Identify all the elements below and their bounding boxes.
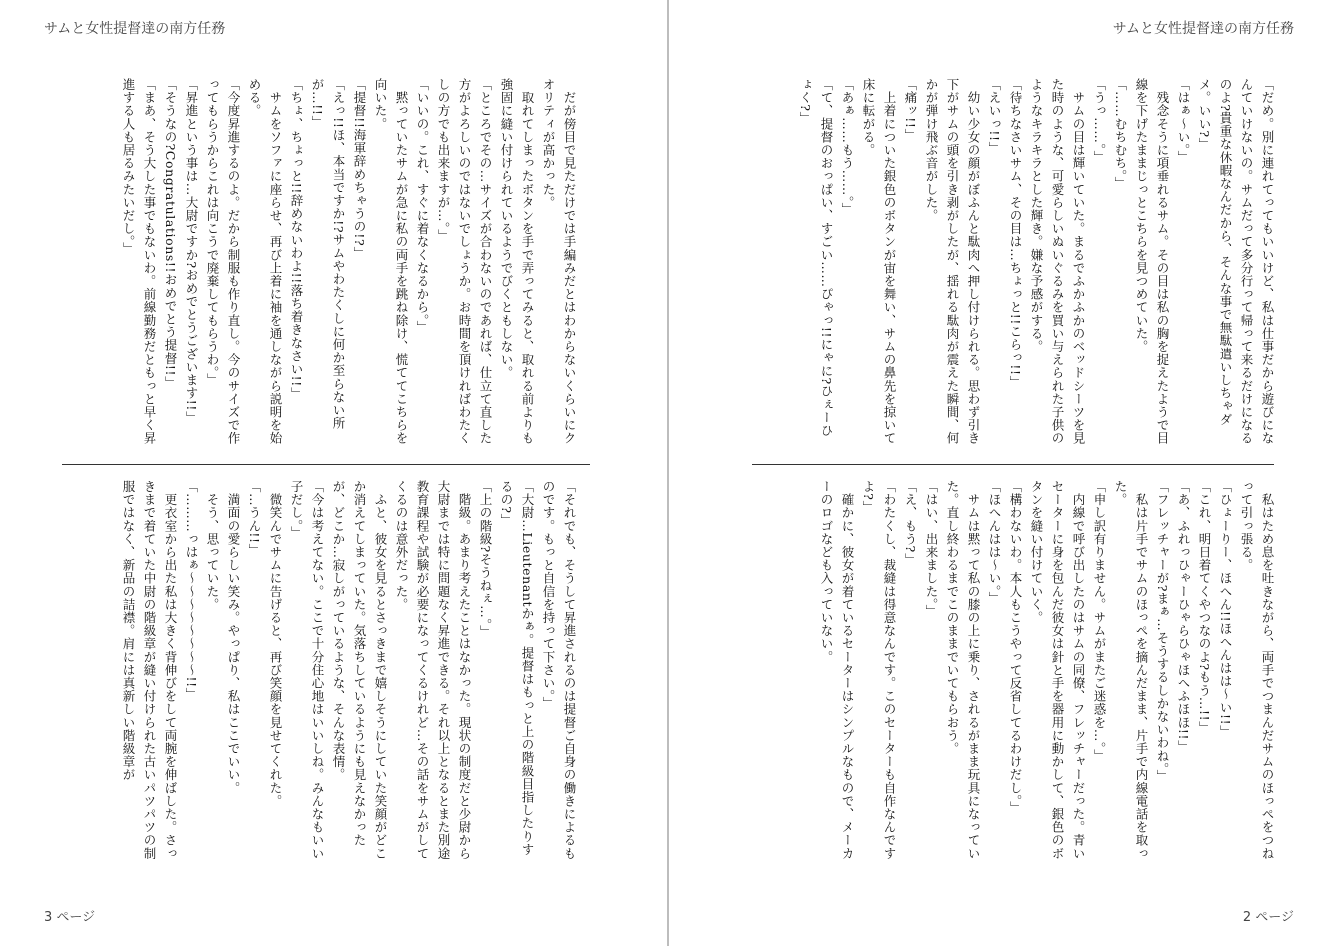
paragraph: 「だめ。別に連れてってもいいけど、私は仕事だから遊びになんていけないの。サムだって多分行って帰って来るだけになるのよ?貴重な休暇なんだから、そんな事で無駄遣いしちゃダメ。いい?」 [1197,78,1275,445]
section-divider [62,464,590,465]
paragraph: 「申し訳有りません。サムがまたご迷惑を…。」 [1092,480,1107,762]
paragraph: 「上の階級?そうねぇ…。」 [478,480,493,639]
paragraph: 「大尉…Lieutenantかぁ。提督はもっと上の階級目指したりするの?」 [499,480,535,857]
page-header-title: サムと女性提督達の南方任務 [1112,21,1294,37]
section-divider [752,464,1274,465]
paragraph: 満面の愛らしい笑み。やっぱり、私はここでいい。 [226,480,241,795]
paragraph: 「まあ、そう大した事でもないわ。前線勤務だともっと早く昇進する人も居るみたいだし。」 [121,78,157,445]
paragraph: 「構わないわ。本人もこうやって反省してるわけだし。」 [1008,480,1023,815]
left-lower-text-block [60,480,580,860]
paragraph: 「……むちむち。」 [1113,78,1128,190]
paragraph: 「うっ……。」 [1092,78,1107,164]
paragraph: 「はい、出来ました。」 [924,480,939,618]
right-page [668,0,1336,946]
paragraph: 「ところでその…サイズが合わないのであれば、仕立て直した方がよろしいのではないでしょうか。お時間を頂ければわたくしの方でも出来ますが…。」 [436,78,493,445]
paragraph: 「ほへんはは〜い。」 [987,480,1002,605]
paragraph: 「ちょ、ちょっと!!辞めないわよ!!落ち着きなさい!!」 [289,78,304,400]
paragraph: 「昇進という事は…大尉ですか?おめでとうございます!!」 [184,78,199,425]
right-upper-text-block [758,78,1278,448]
paragraph: 「…うん!!」 [247,480,262,557]
right-lower-text-block [758,480,1278,860]
paragraph: 「て、提督のおっぱい、すごい……ぴゃっ!!にゃに?ひぇーひょく?」 [798,78,834,438]
paragraph: 「ひょーりー、ほへん!!ほへんはは〜い!!」 [1218,480,1233,739]
paragraph: 「あぁ……もう……。」 [840,78,855,216]
paragraph: 残念そうに項垂れるサム。その目は私の胸を捉えたようで目線を下げたままじっとこちらを見つめていた。 [1134,78,1170,445]
page-header-title: サムと女性提督達の南方任務 [44,21,226,37]
paragraph: 「えいっ!!」 [987,78,1002,155]
paragraph: そう、思っていた。 [205,480,220,611]
paragraph: ふと、彼女を見るとさっきまで嬉しそうにしていた笑顔がどこか消えてしまっていた。気落ちしているようにも見えなかったが、どこか…寂しがっているような、そんな表情。 [331,480,388,860]
paragraph: 黙っていたサムが急に私の両手を跳ね除け、慌ててこちらを向いた。 [373,78,409,445]
paragraph: 「えっ!!ほ、本当ですか!?サムやわたくしに何か至らない所が…!!」 [310,78,346,430]
paragraph: 更衣室から出た私は大きく背伸びをして両腕を伸ばした。さっきまで着ていた中尉の階級章が縫い付けられた古いパツパツの制服ではなく、新品の詰襟。肩には真新しい階級章が [121,480,178,860]
paragraph: 「提督!!海軍辞めちゃうの!?」 [352,78,367,260]
paragraph: サムをソファに座らせ、再び上着に袖を通しながら説明を始める。 [247,78,283,445]
paragraph: 「はぁ〜い。」 [1176,78,1191,164]
paragraph: 私は片手でサムのほっぺを摘んだまま、片手で内線電話を取った。 [1113,480,1149,860]
paragraph: だが傍目で見ただけでは手編みだとはわからないくらいにクオリティが高かった。 [541,78,577,445]
paragraph: 確かに、彼女が着ているセーターはシンプルなもので、メーカーのロゴなども入っていない。 [819,480,855,860]
paragraph: 「そうなの?Congratulations!!おめでとう提督!!」 [163,78,178,390]
paragraph: 「それでも、そうして昇進されるのは提督ご自身の働きによるものです。もっと自信を持って下さい。」 [541,480,577,860]
paragraph: 私はため息を吐きながら、両手でつまんだサムのほっぺをつねって引っ張る。 [1239,480,1275,860]
paragraph: 「いいの。これ、すぐに着なくなるから。」 [415,78,430,334]
paragraph: 「フレッチャーが?まぁ…そうするしかないわね。」 [1155,480,1170,783]
paragraph: 内線で呼び出したのはサムの同僚、フレッチャーだった。青いセーターに身を包んだ彼女は針と手を器用に動かして、銀色のボタンを縫い付けていく。 [1029,480,1086,860]
paragraph: 「今は考えてない。ここで十分住心地はいいしね。みんなもいい子だし。」 [289,480,325,860]
page-number: 2 ページ [1242,910,1294,925]
paragraph: 幼い少女の顔がぼふんと駄肉へ押し付けられる。思わず引き下がサムの頭を引き剥がしたが、揺れる駄肉が震えた瞬間、何かが弾け飛ぶ音がした。 [924,78,981,445]
paragraph: 上着についた銀色のボタンが宙を舞い、サムの鼻先を掠いて床に転がる。 [861,78,897,445]
paragraph: 階級。あまり考えたことはなかった。現状の制度だと少尉から大尉までは特に問題なく昇進できる。それ以上となるとまた別途教育課程や試験が必要になってくるけれど…その話をサムがしてくるのは意外だった。 [394,480,472,860]
paragraph: 微笑んでサムに告げると、再び笑顔を見せてくれた。 [268,480,283,808]
paragraph: 取れてしまったボタンを手で弄ってみると、取れる前よりも強固に縫い付けられているようでびくともしない。 [499,78,535,445]
paragraph: サムは黙って私の膝の上に乗り、されるがまま玩具になっていた。直し終わるまでこのままでいてもらおう。 [945,480,981,860]
paragraph: 「あ、ふれっひゃーひゃらひゃほへふほほ!!」 [1176,480,1191,754]
left-upper-text-block [60,78,580,448]
paragraph: サムの目は輝いていた。まるでふかふかのベッドシーツを見た時のような、可愛らしいぬいぐるみを買い与えられた子供のようなキラキラとした輝き。嫌な予感がする。 [1029,78,1086,445]
page-number: 3 ページ [44,910,96,925]
paragraph: 「待ちなさいサム、その目は…ちょっと!!こらっ!!」 [1008,78,1023,389]
paragraph: 「………っはぁ〜〜〜〜〜〜〜〜!!」 [184,480,199,701]
paragraph: 「え、もう?」 [903,480,918,566]
paragraph: 「これ、明日着てくやつなのよ?もう…!!」 [1197,480,1212,735]
paragraph: 「わたくし、裁縫は得意なんです。このセーターも自作なんですよ?」 [861,480,897,860]
paragraph: 「痛ッ!!」 [903,78,918,142]
paragraph: 「今度昇進するのよ。だから制服も作り直し。今のサイズで作ってもらうからこれは向こうで廃棄してもらうわ。」 [205,78,241,445]
